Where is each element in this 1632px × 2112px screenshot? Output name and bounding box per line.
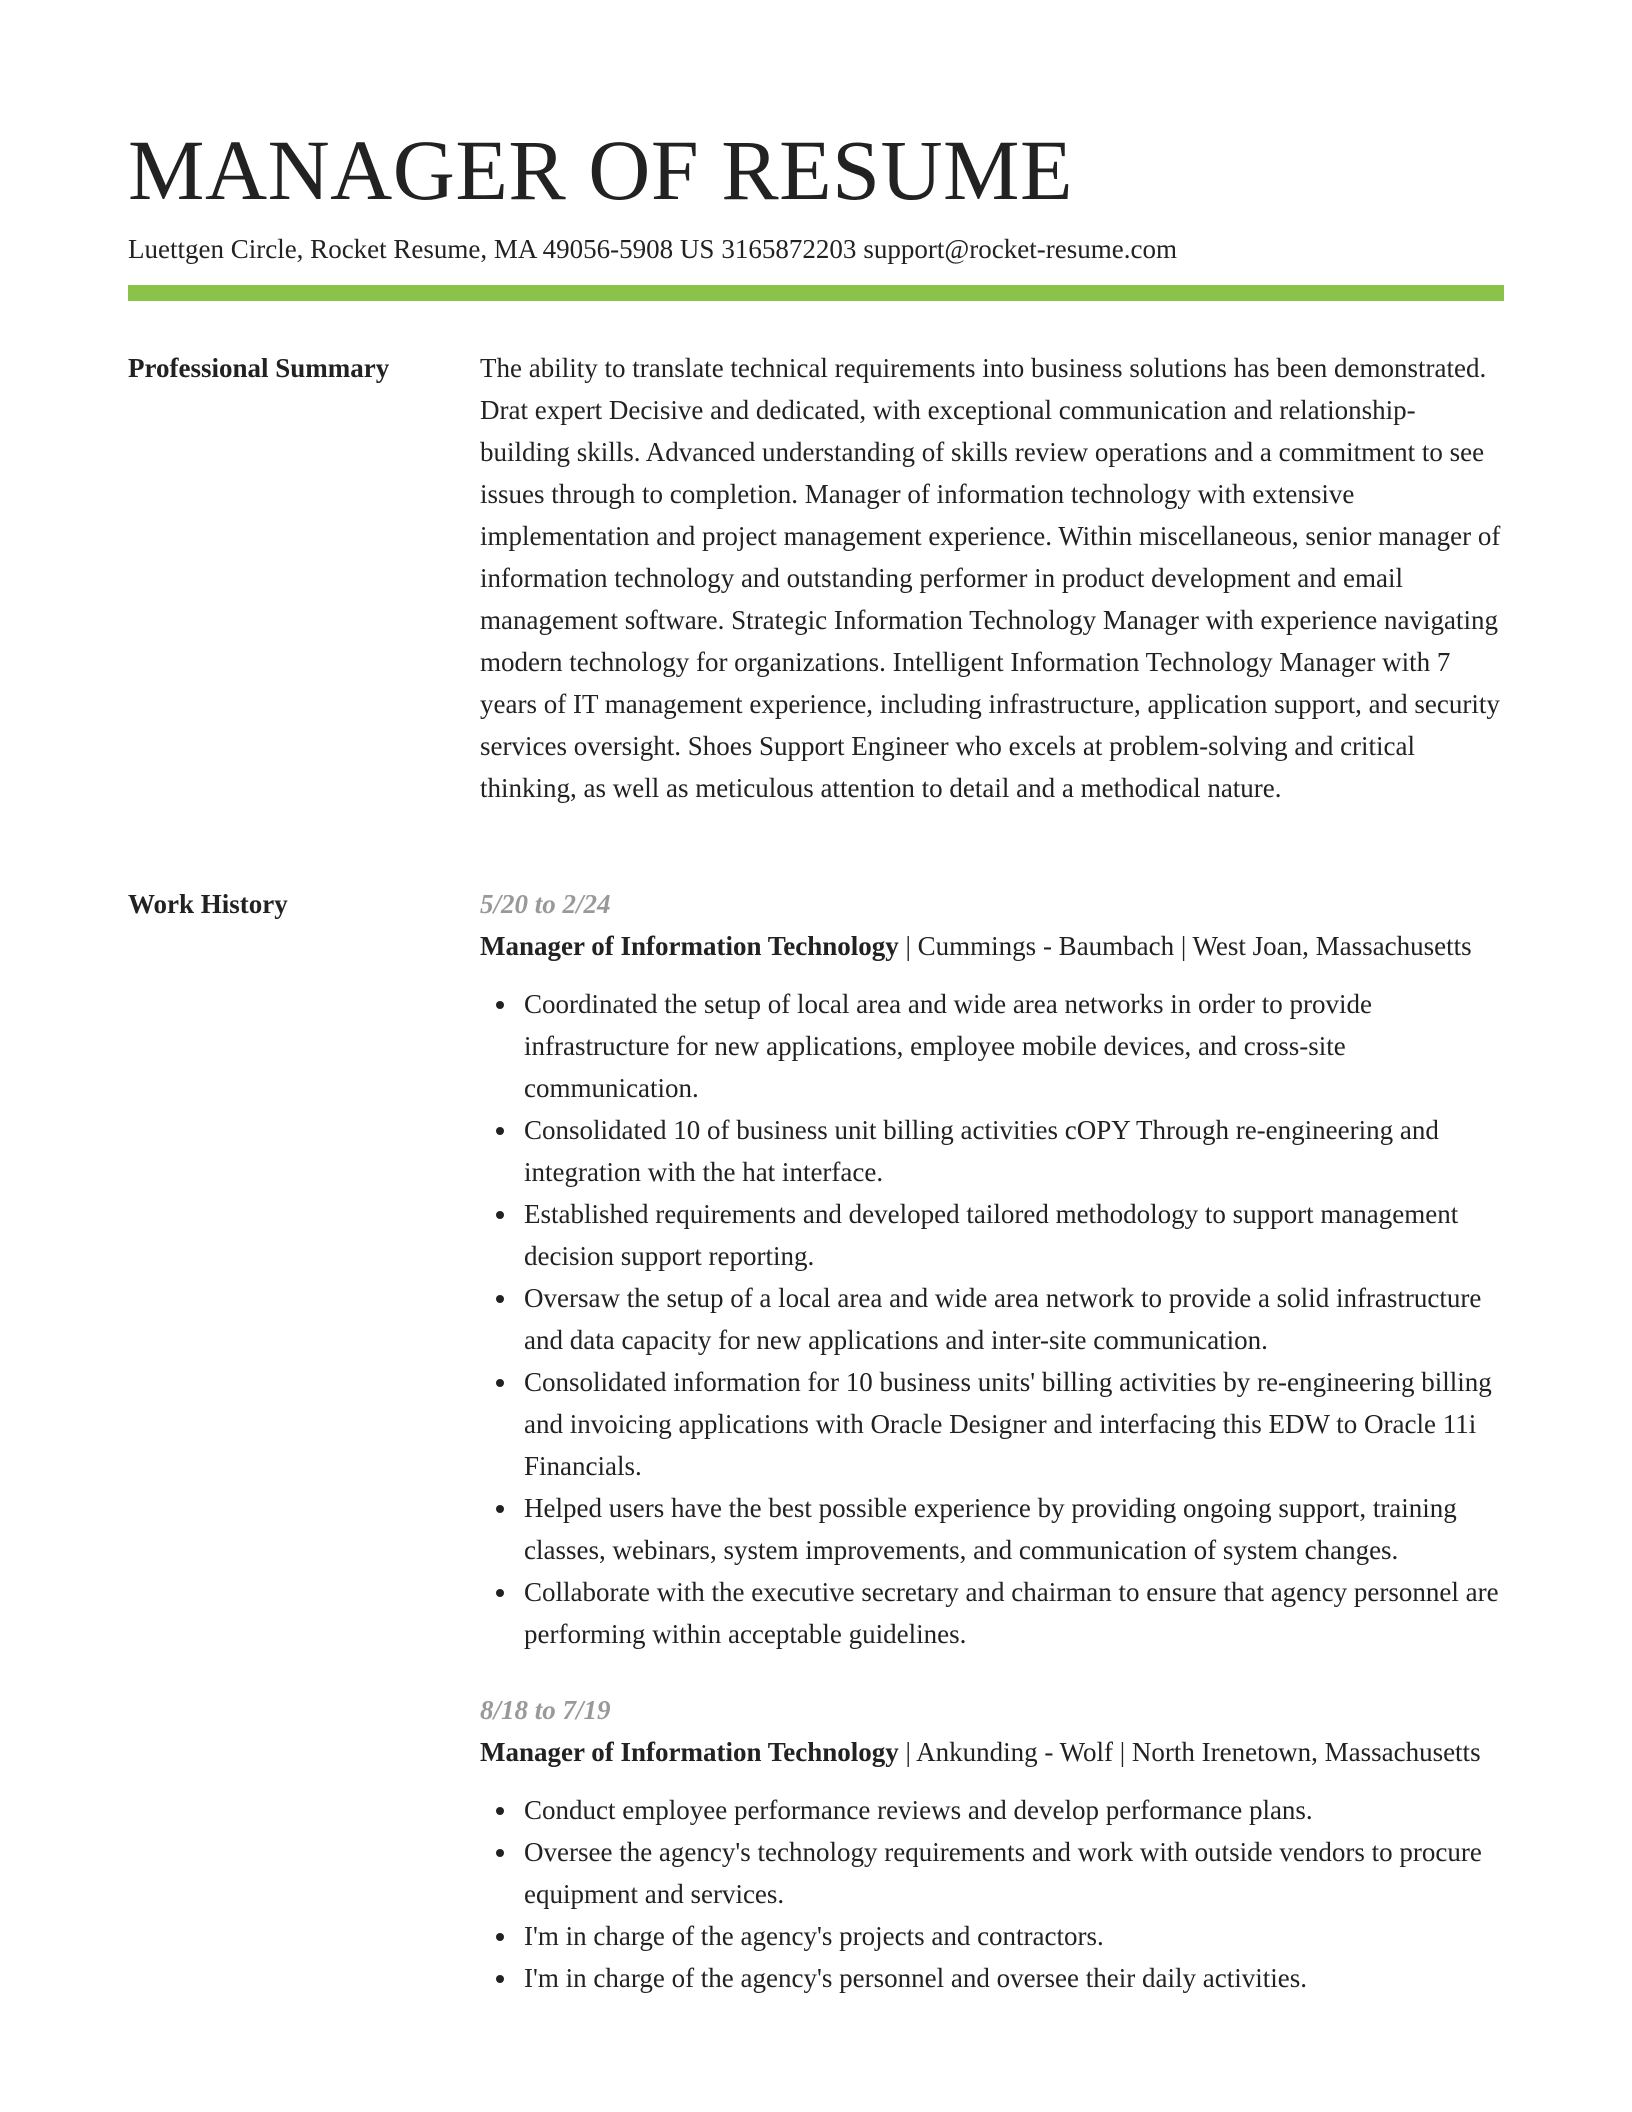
job-bullet: Consolidated information for 10 business units' billing activities by re-engineering billing and invoicing applications with Oracle Designer and interfacing this EDW to Oracle 11i Financials. [524,1361,1504,1487]
job-dates: 5/20 to 2/24 [480,889,611,919]
job-entry [480,1689,1504,1999]
contact-address: Luettgen Circle, Rocket Resume, MA 49056-5908 US [128,234,715,264]
summary-body [480,347,1504,809]
job-company-location: | Ankunding - Wolf | North Irenetown, Massachusetts [898,1737,1481,1767]
job-heading-line [480,1731,1504,1773]
contact-line [128,230,1177,268]
job-company-location: | Cummings - Baumbach | West Joan, Massachusetts [898,931,1472,961]
job-bullet: Helped users have the best possible experience by providing ongoing support, training classes, webinars, system improvements, and communication of system changes. [524,1487,1504,1571]
job-bullet: Conduct employee performance reviews and develop performance plans. [524,1789,1504,1831]
summary-text: The ability to translate technical requirements into business solutions has been demonstrated. Drat expert Decisive and dedicated, with exceptional communication and relationship-building skills. Advanced understanding of skills review operations and a commitment to see issues through to completion. Manager of information technology with extensive implementation and project management experience. Within miscellaneous, senior manager of information technology and outstanding performer in product development and email management software. Strategic Information Technology Manager with experience navigating modern technology for organizations. Intelligent Information Technology Manager with 7 years of IT management experience, including infrastructure, application support, and security services oversight. Shoes Support Engineer who excels at problem-solving and critical thinking, as well as meticulous attention to detail and a methodical nature. [480,353,1501,803]
job-entry [480,883,1504,1655]
contact-email: support@rocket-resume.com [863,234,1177,264]
job-dates: 8/18 to 7/19 [480,1695,611,1725]
work-history-heading: Work History [128,889,288,919]
job-heading-line [480,925,1504,967]
job-bullet: Coordinated the setup of local area and wide area networks in order to provide infrastructure for new applications, employee mobile devices, and cross-site communication. [524,983,1504,1109]
job-bullet: Consolidated 10 of business unit billing activities cOPY Through re-engineering and integration with the hat interface. [524,1109,1504,1193]
accent-divider [128,285,1504,301]
job-title: Manager of Information Technology [480,931,899,961]
job-title: Manager of Information Technology [480,1737,899,1767]
job-bullet: I'm in charge of the agency's personnel and oversee their daily activities. [524,1957,1504,1999]
contact-phone: 3165872203 [721,234,857,264]
job-bullet-list [480,983,1504,1655]
job-bullet: I'm in charge of the agency's projects and contractors. [524,1915,1504,1957]
job-bullet: Established requirements and developed tailored methodology to support management decision support reporting. [524,1193,1504,1277]
job-list [480,883,1504,2033]
summary-heading: Professional Summary [128,353,390,383]
job-bullet: Collaborate with the executive secretary and chairman to ensure that agency personnel are performing within acceptable guidelines. [524,1571,1504,1655]
resume-name: MANAGER OF RESUME [128,122,1074,218]
job-bullet: Oversee the agency's technology requirements and work with outside vendors to procure equipment and services. [524,1831,1504,1915]
job-bullet-list [480,1789,1504,1999]
job-bullet: Oversaw the setup of a local area and wide area network to provide a solid infrastructure and data capacity for new applications and inter-site communication. [524,1277,1504,1361]
